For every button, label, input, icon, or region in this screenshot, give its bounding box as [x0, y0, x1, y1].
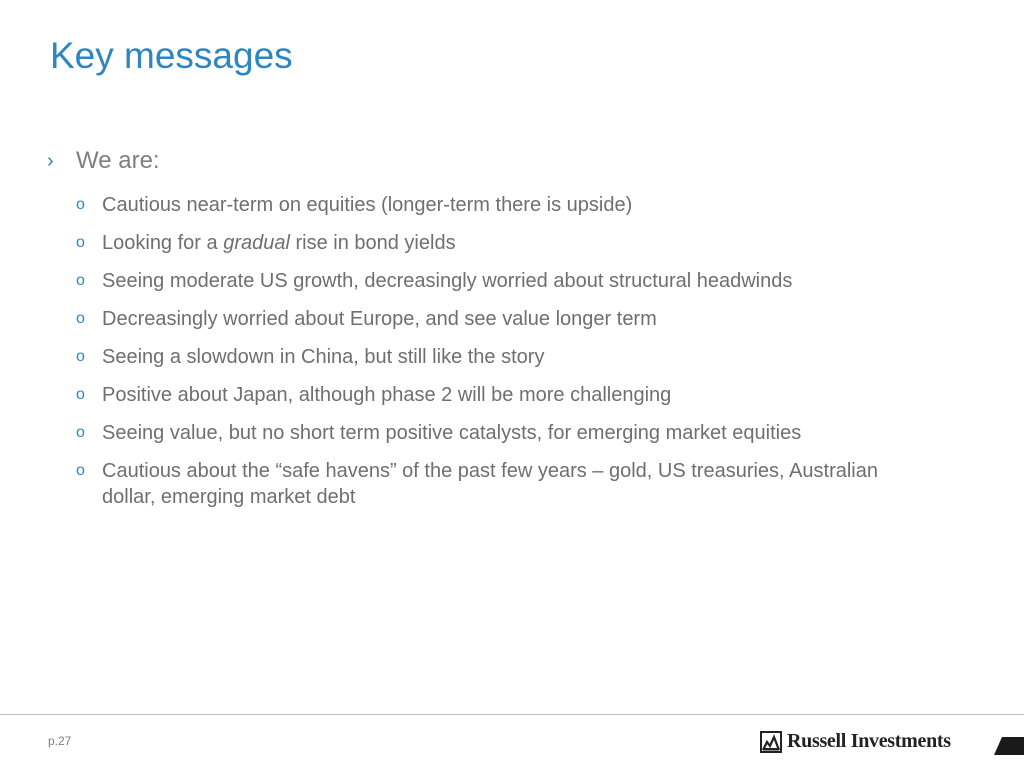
list-item-text: Seeing moderate US growth, decreasingly worried about structural headwinds — [102, 270, 793, 292]
circle-bullet-icon: o — [76, 386, 85, 403]
circle-bullet-icon: o — [76, 196, 85, 213]
list-item — [76, 344, 976, 370]
list-item — [76, 420, 976, 446]
circle-bullet-icon: o — [76, 424, 85, 441]
slide-title: Key messages — [50, 35, 293, 76]
list-item-text: Positive about Japan, although phase 2 will be more challenging — [102, 384, 672, 406]
footer-divider — [0, 714, 1024, 715]
company-logo — [760, 730, 951, 753]
list-item-text: Seeing a slowdown in China, but still like the story — [102, 346, 545, 368]
list-item-text: Seeing value, but no short term positive catalysts, for emerging market equities — [102, 422, 802, 444]
circle-bullet-icon: o — [76, 348, 85, 365]
circle-bullet-icon: o — [76, 462, 85, 479]
list-item-text: Cautious near-term on equities (longer-term there is upside) — [102, 194, 633, 216]
main-bullet-label: We are: — [76, 147, 160, 174]
list-item — [76, 458, 976, 510]
list-item-text: Looking for a gradual rise in bond yields — [102, 232, 456, 254]
sub-bullet-list — [76, 192, 976, 522]
list-item — [76, 306, 976, 332]
russell-logo-icon — [760, 731, 782, 753]
logo-text: Russell Investments — [787, 730, 951, 752]
circle-bullet-icon: o — [76, 310, 85, 327]
list-item — [76, 268, 976, 294]
page-number: p.27 — [48, 734, 72, 748]
circle-bullet-icon: o — [76, 234, 85, 251]
circle-bullet-icon: o — [76, 272, 85, 289]
list-item — [76, 230, 976, 256]
list-item-text: Decreasingly worried about Europe, and see value longer term — [102, 308, 657, 330]
corner-accent-shape — [994, 737, 1024, 755]
list-item-text: Cautious about the “safe havens” of the past few years – gold, US treasuries, Australian dollar, emerging market debt — [102, 460, 878, 508]
list-item — [76, 382, 976, 408]
list-item — [76, 192, 976, 218]
main-bullet — [47, 144, 160, 178]
chevron-right-icon: › — [47, 150, 54, 172]
